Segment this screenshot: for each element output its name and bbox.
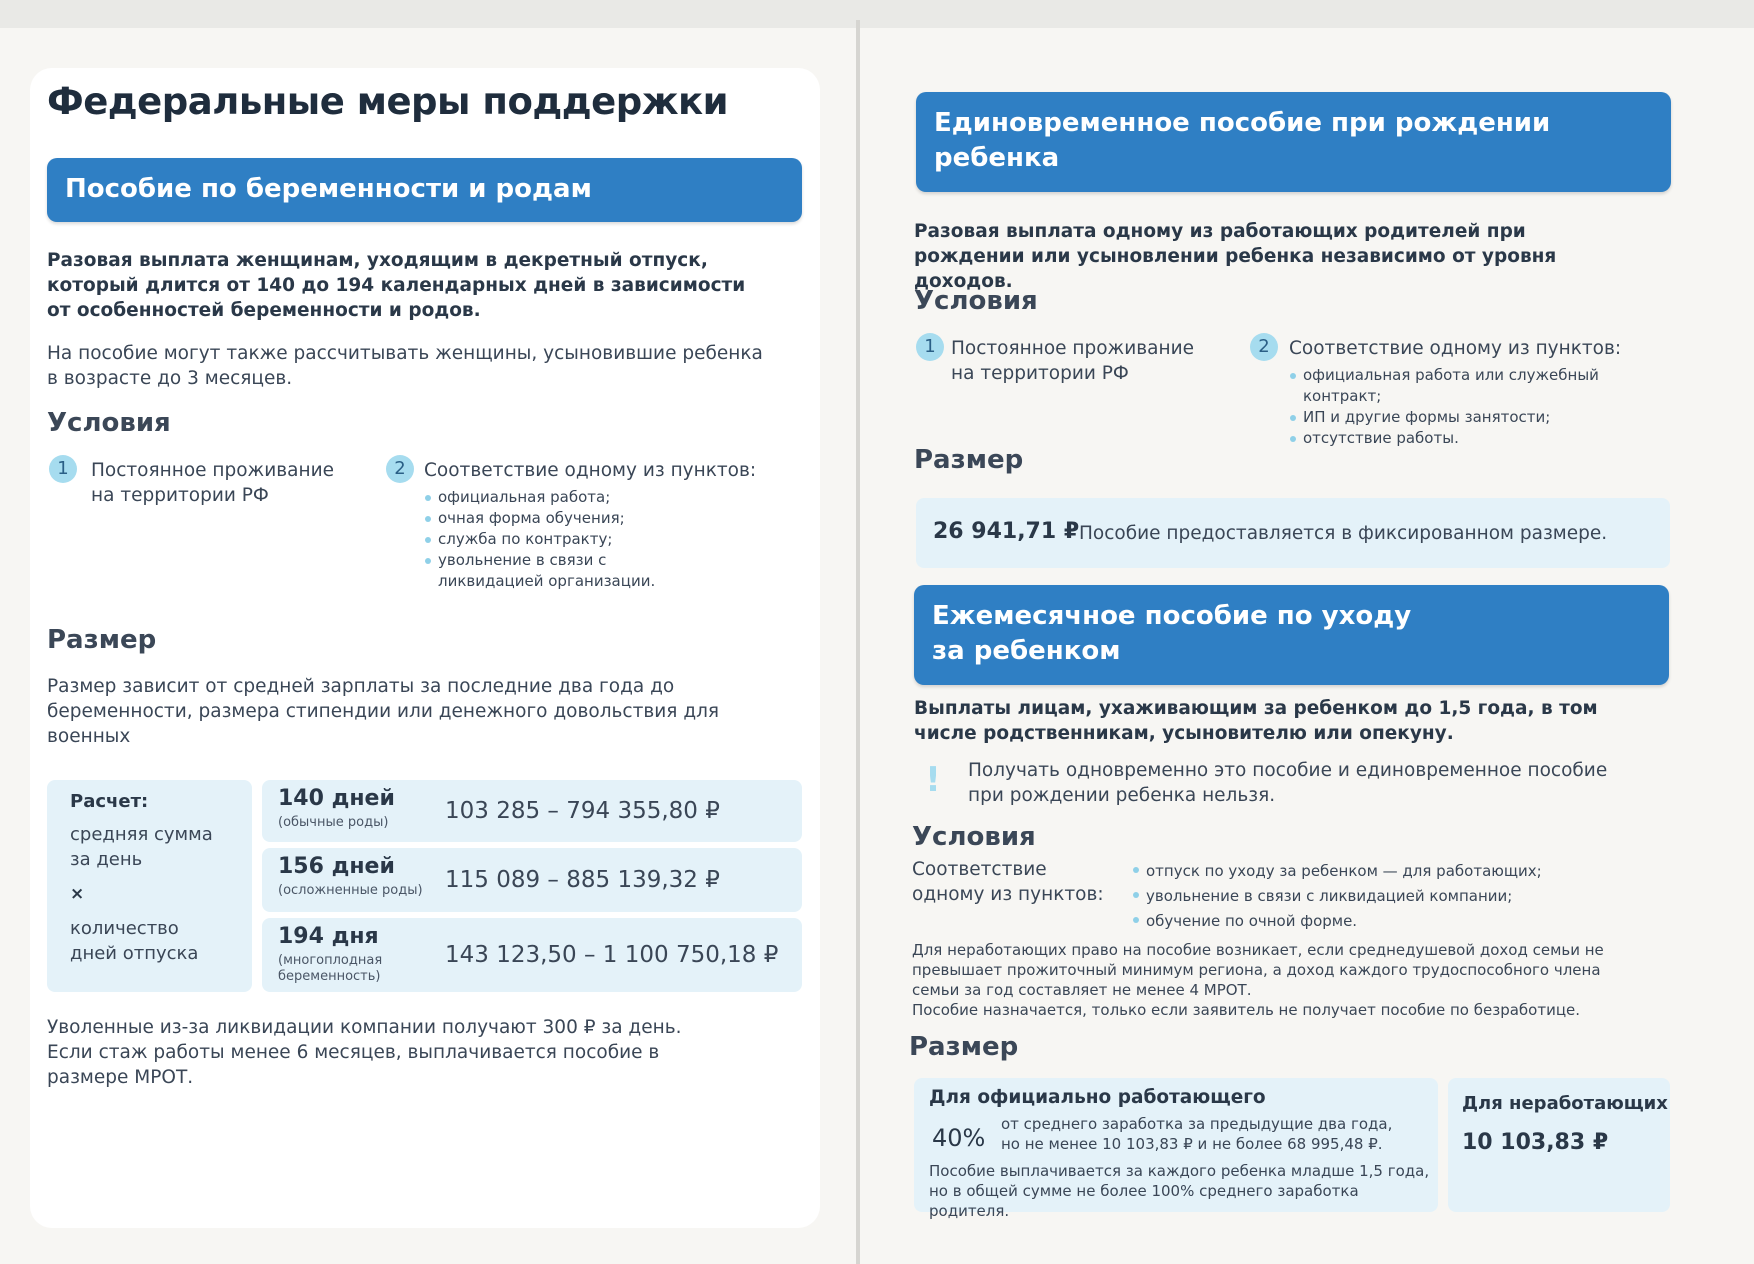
unemployed-note: Для неработающих право на пособие возникает, если среднедушевой доход семьи не превышает прожиточный минимум региона, а доход каждого трудоспособного члена семьи за год составляет не менее 4 МРОТ. xyxy=(912,941,1604,999)
calc-row xyxy=(262,780,802,842)
right-condition-2-item: отсутствие работы. xyxy=(1289,428,1679,449)
condition-3-item: обучение по очной форме. xyxy=(1132,909,1552,934)
calc-row-days: 194 дня xyxy=(278,924,379,949)
calc-row-days: 140 дней xyxy=(278,786,395,811)
condition-3-text: Соответствие одному из пунктов: xyxy=(912,859,1104,905)
page-title: Федеральные меры поддержки xyxy=(47,80,729,123)
right-condition-1-text: Постоянное проживание на территории РФ xyxy=(951,338,1194,384)
right-condition-2-item: ИП и другие формы занятости; xyxy=(1289,407,1679,428)
calc-row-note: (многоплодная беременность) xyxy=(278,953,383,984)
birth-intro: Разовая выплата одному из работающих родителей при рождении или усыновлении ребенка независимо от уровня доходов. xyxy=(914,221,1557,292)
right-condition-2-text: Соответствие одному из пунктов: xyxy=(1289,338,1622,359)
calc-label: Расчет: xyxy=(70,791,149,812)
banner-birth-title: Единовременное пособие при рождении ребенка xyxy=(934,108,1551,173)
calc-row xyxy=(262,848,802,912)
condition-3-item: увольнение в связи с ликвидацией компании; xyxy=(1132,884,1552,909)
working-desc: от среднего заработка за предыдущие два года, но не менее 10 103,83 ₽ и не более 68 995,48 ₽. xyxy=(1001,1115,1393,1153)
fixed-amount: 26 941,71 ₽ xyxy=(933,519,1080,544)
monthly-intro: Выплаты лицам, ухаживающим за ребенком до 1,5 года, в том числе родственникам, усыновителю или опекуну. xyxy=(914,698,1598,744)
banner-birth-allowance xyxy=(916,92,1671,192)
calc-row-days: 156 дней xyxy=(278,854,395,879)
calc-row xyxy=(262,918,802,992)
nonworking-amount: 10 103,83 ₽ xyxy=(1462,1130,1609,1155)
banner-monthly-allowance xyxy=(914,585,1669,685)
calc-line-2: количество дней отпуска xyxy=(70,918,199,964)
condition-2-number: 2 xyxy=(386,455,414,483)
right-condition-1-number: 1 xyxy=(916,333,944,361)
condition-2-item: очная форма обучения; xyxy=(424,508,674,529)
banner-maternity xyxy=(47,158,802,222)
calc-row-amount: 143 123,50 – 1 100 750,18 ₽ xyxy=(445,942,779,968)
calc-row-amount: 115 089 – 885 139,32 ₽ xyxy=(445,867,720,893)
working-percent: 40% xyxy=(932,1124,986,1152)
calc-row-note: (осложненные роды) xyxy=(278,883,423,898)
working-box xyxy=(914,1078,1438,1220)
size2-title: Размер xyxy=(909,1032,1019,1062)
conditions-title-right: Условия xyxy=(914,286,1038,316)
warning-icon: ! xyxy=(925,760,941,800)
calc-row-amount: 103 285 – 794 355,80 ₽ xyxy=(445,798,720,824)
calc-line-1: средняя сумма за день xyxy=(70,824,213,870)
fixed-amount-text: Пособие предоставляется в фиксированном размере. xyxy=(1079,523,1608,544)
size-text-left: Размер зависит от средней зарплаты за последние два года до беременности, размера стипендии или денежного довольствия для военных xyxy=(47,676,720,747)
nonworking-box xyxy=(1448,1078,1670,1212)
working-note: Пособие выплачивается за каждого ребенка младше 1,5 года, но в общей сумме не более 100% среднего заработка родителя. xyxy=(929,1162,1430,1220)
banner-monthly-title: Ежемесячное пособие по уходу за ребенком xyxy=(932,601,1412,666)
right-condition-2-number: 2 xyxy=(1250,333,1278,361)
calc-times: × xyxy=(70,884,85,904)
maternity-footer: Уволенные из-за ликвидации компании получают 300 ₽ за день. Если стаж работы менее 6 месяцев, выплачивается пособие в размере МРОТ. xyxy=(47,1017,682,1088)
maternity-intro-bold: Разовая выплата женщинам, уходящим в декретный отпуск, который длится от 140 до 194 календарных дней в зависимости от особенностей беременности и родов. xyxy=(47,250,746,321)
condition-2-list xyxy=(424,487,674,592)
right-condition-2-list xyxy=(1289,365,1679,449)
fixed-amount-box xyxy=(916,498,1670,568)
condition-1-text: Постоянное проживание на территории РФ xyxy=(91,460,334,506)
nonworking-title: Для неработающих xyxy=(1462,1093,1668,1114)
conditions-title-left: Условия xyxy=(47,408,171,438)
calc-row-note: (обычные роды) xyxy=(278,815,389,830)
condition-2-item: официальная работа; xyxy=(424,487,674,508)
working-title: Для официально работающего xyxy=(929,1087,1266,1108)
size-title-left: Размер xyxy=(47,625,157,655)
condition-2-item: увольнение в связи с ликвидацией организации. xyxy=(424,550,678,592)
conditions2-title: Условия xyxy=(912,822,1036,852)
right-condition-2-item: официальная работа или служебный контракт; xyxy=(1289,365,1679,407)
condition-3-list xyxy=(1132,859,1552,934)
condition-2-item: служба по контракту; xyxy=(424,529,674,550)
condition-3-item: отпуск по уходу за ребенком — для работающих; xyxy=(1132,859,1552,884)
banner-maternity-title: Пособие по беременности и родам xyxy=(65,174,592,204)
maternity-intro: На пособие могут также рассчитывать женщины, усыновившие ребенка в возрасте до 3 месяцев. xyxy=(47,343,763,389)
warning-text: Получать одновременно это пособие и единовременное пособие при рождении ребенка нельзя. xyxy=(968,760,1608,806)
size-title-right: Размер xyxy=(914,445,1024,475)
unemployment-note: Пособие назначается, только если заявитель не получает пособие по безработице. xyxy=(912,1001,1581,1019)
calc-formula-box xyxy=(47,780,252,992)
condition-2-text: Соответствие одному из пунктов: xyxy=(424,460,757,481)
condition-1-number: 1 xyxy=(49,455,77,483)
